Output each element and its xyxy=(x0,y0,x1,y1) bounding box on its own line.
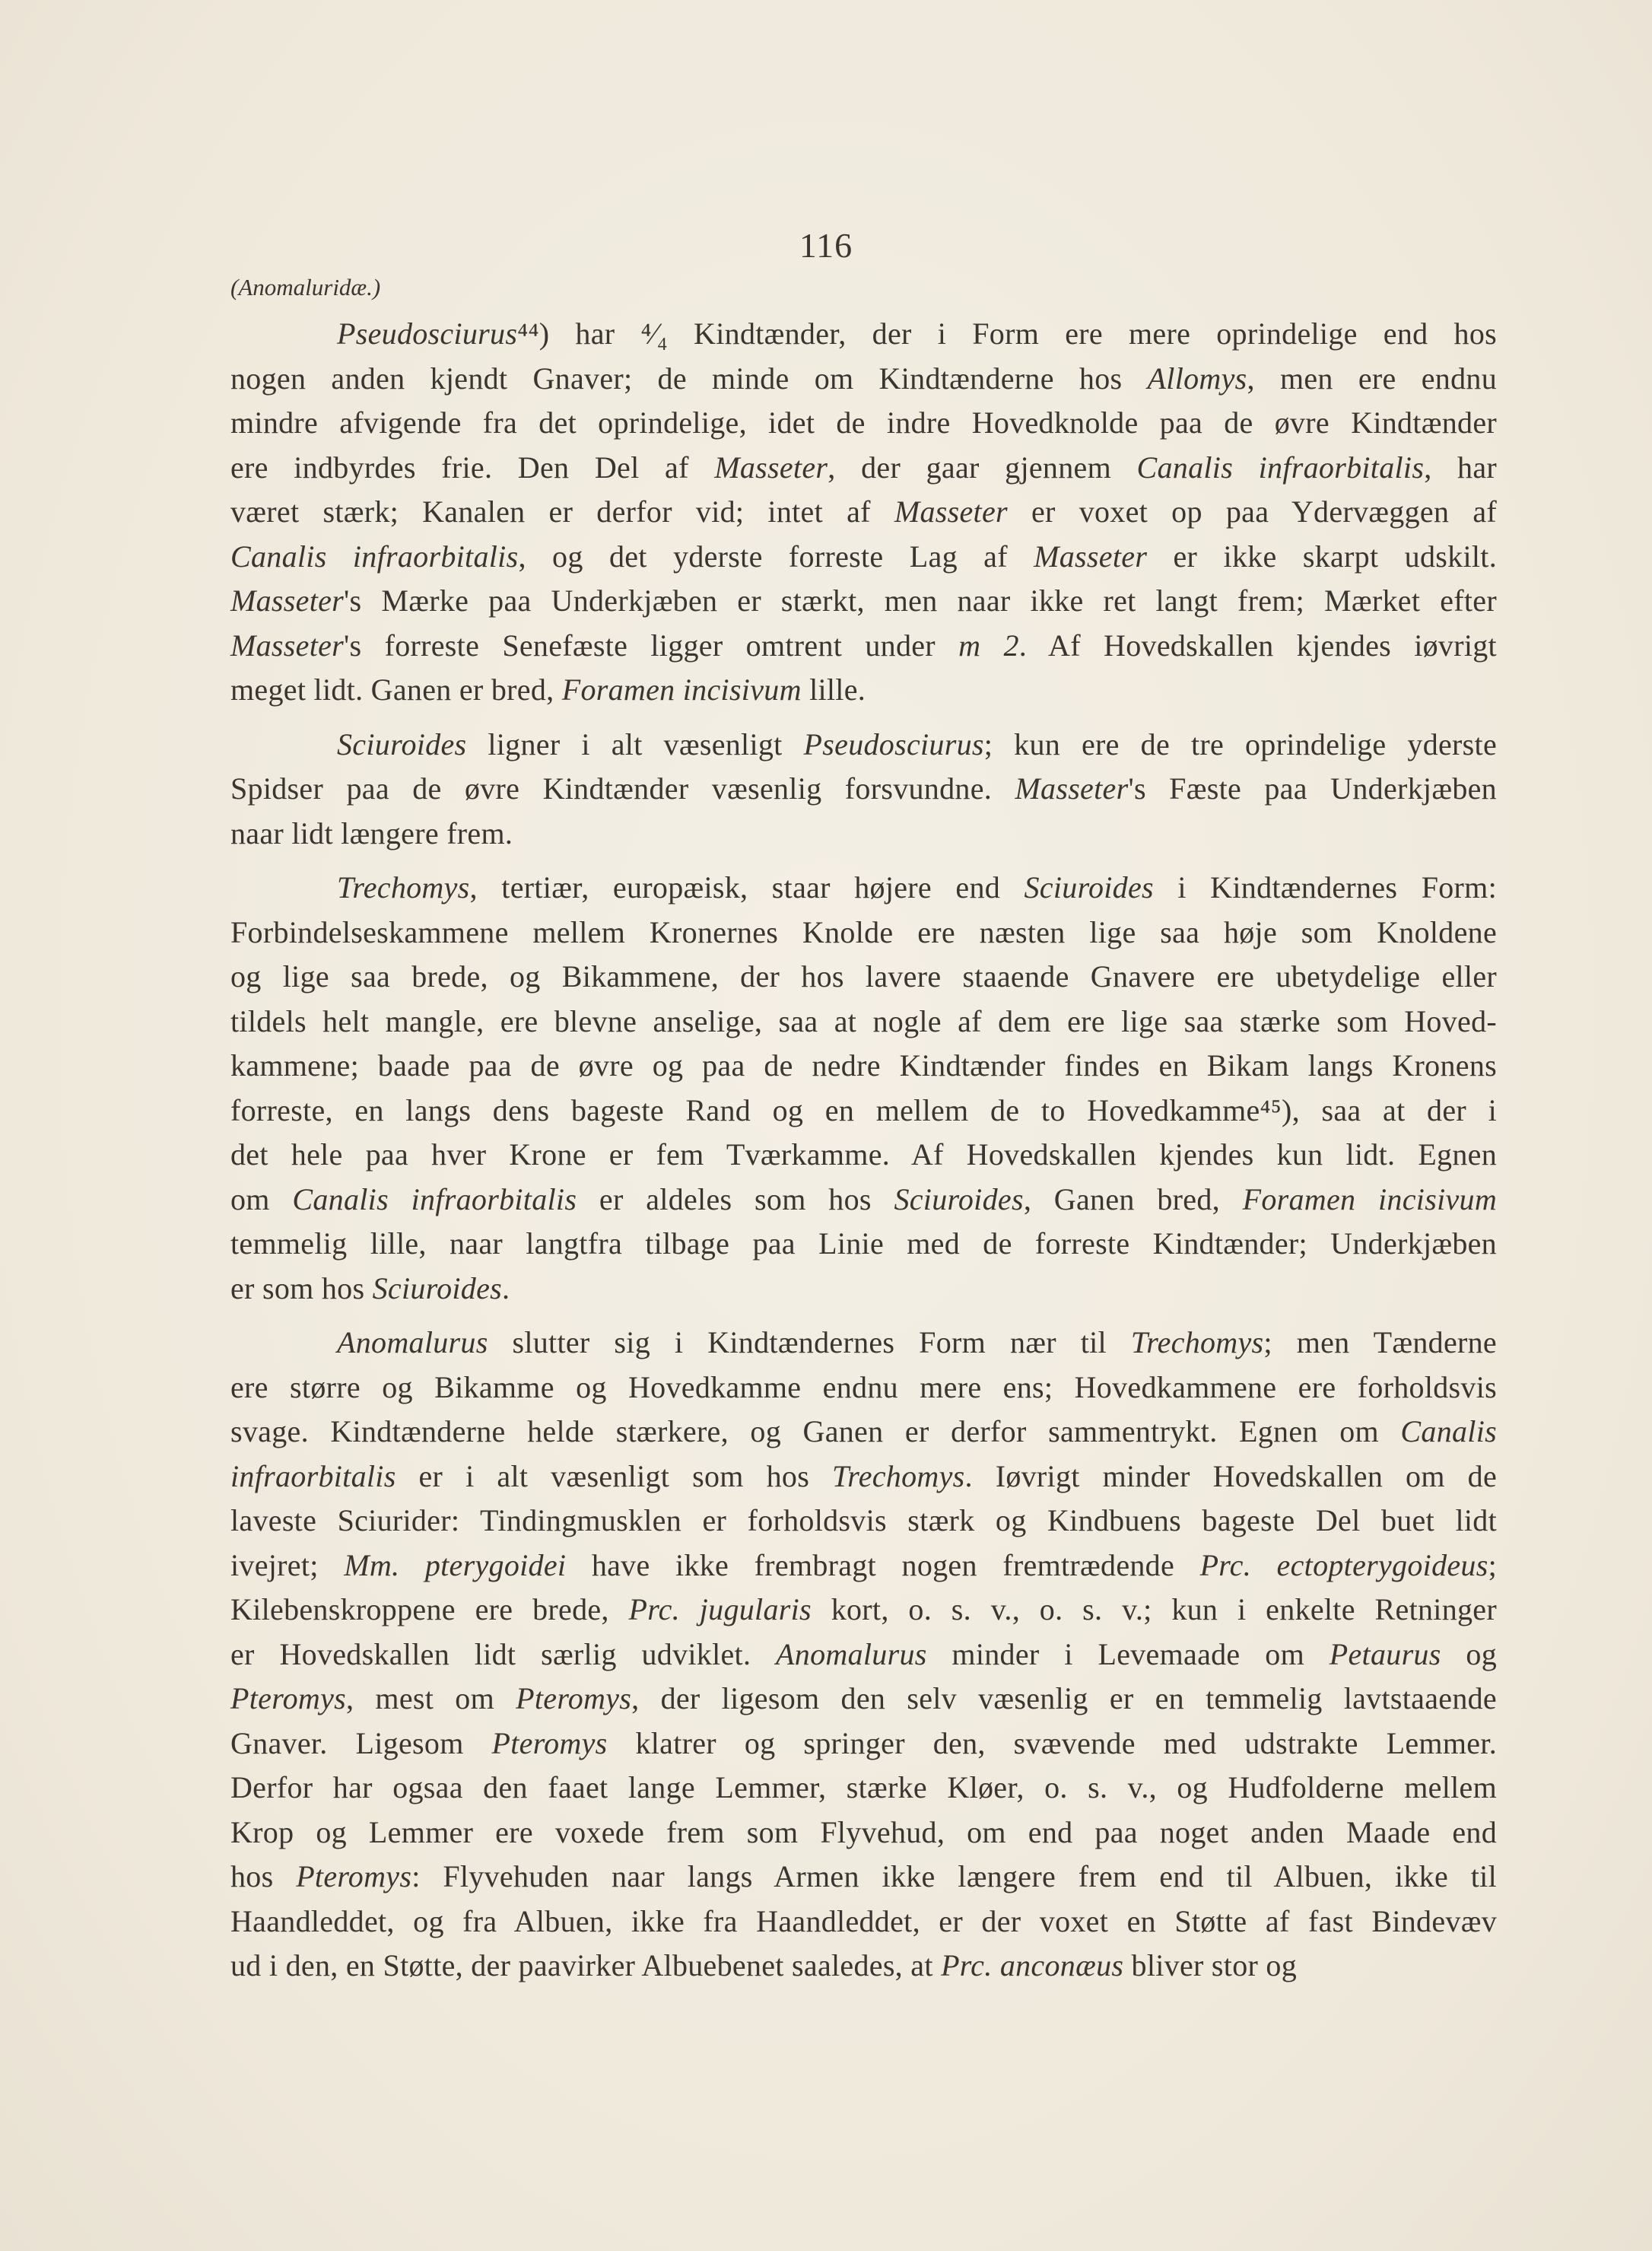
text-line: Haandleddet, og fra Albuen, ikke fra Haandleddet, er der voxet en Støtte af fast Bindevæv xyxy=(230,1903,1497,1938)
text-line: meget lidt. Ganen er bred, Foramen incisivum lille. xyxy=(230,672,866,707)
paragraph xyxy=(230,1321,1497,1989)
text-line: er som hos Sciuroides. xyxy=(230,1270,510,1305)
text-line: temmelig lille, naar langtfra tilbage paa Linie med de forreste Kindtænder; Underkjæben xyxy=(230,1226,1497,1261)
text-line: laveste Sciurider: Tindingmusklen er forholdsvis stærk og Kindbuens bageste Del buet lidt xyxy=(230,1503,1497,1537)
body-text xyxy=(230,312,1497,1998)
paragraph xyxy=(230,312,1497,713)
text-line: Masseter's Mærke paa Underkjæben er stærkt, men naar ikke ret langt frem; Mærket efter xyxy=(230,583,1497,618)
text-line: Anomalurus slutter sig i Kindtændernes Form nær til Trechomys; men Tænderne xyxy=(337,1325,1497,1359)
text-line: hos Pteromys: Flyvehuden naar langs Armen ikke længere frem end til Albuen, ikke til xyxy=(230,1859,1497,1893)
text-line: Pteromys, mest om Pteromys, der ligesom den selv væsenlig er en temmelig lavtstaaende xyxy=(230,1681,1497,1715)
text-line: ivejret; Mm. pterygoidei have ikke frembragt nogen fremtrædende Prc. ectopterygoideus; xyxy=(230,1547,1498,1582)
text-line: ere indbyrdes frie. Den Del af Masseter, der gaar gjennem Canalis infraorbitalis, har xyxy=(230,450,1498,485)
text-line: tildels helt mangle, ere blevne anselige, saa at nogle af dem ere lige saa stærke som Hoved- xyxy=(230,1003,1497,1038)
text-line: Krop og Lemmer ere voxede frem som Flyvehud, om end paa noget anden Maade end xyxy=(230,1814,1497,1849)
text-line: Kilebenskroppene ere brede, Prc. jugularis kort, o. s. v., o. s. v.; kun i enkelte Retninger xyxy=(230,1592,1497,1626)
text-line: forreste, en langs dens bageste Rand og en mellem de to Hovedkamme⁴⁵), saa at der i xyxy=(230,1092,1497,1127)
text-line: været stærk; Kanalen er derfor vid; intet af Masseter er voxet op paa Ydervæggen af xyxy=(230,494,1497,529)
text-line: nogen anden kjendt Gnaver; de minde om Kindtænderne hos Allomys, men ere endnu xyxy=(230,361,1498,396)
text-line: naar lidt længere frem. xyxy=(230,816,513,850)
text-line: Pseudosciurus⁴⁴) har ⁴⁄₄ Kindtænder, der i Form ere mere oprindelige end hos xyxy=(337,316,1497,351)
text-line: om Canalis infraorbitalis er aldeles som hos Sciuroides, Ganen bred, Foramen incisivum xyxy=(230,1181,1498,1216)
text-line: Trechomys, tertiær, europæisk, staar højere end Sciuroides i Kindtændernes Form: xyxy=(337,870,1497,905)
text-line: kammene; baade paa de øvre og paa de nedre Kindtænder findes en Bikam langs Kronens xyxy=(230,1048,1497,1083)
text-line: mindre afvigende fra det oprindelige, idet de indre Hovedknolde paa de øvre Kindtænder xyxy=(230,405,1497,440)
paragraph xyxy=(230,723,1497,857)
text-line: ud i den, en Støtte, der paavirker Albuebenet saaledes, at Prc. anconæus bliver stor og xyxy=(230,1948,1298,1982)
text-line: og lige saa brede, og Bikammene, der hos lavere staaende Gnavere ere ubetydelige eller xyxy=(230,959,1497,994)
text-line: Canalis infraorbitalis, og det yderste forreste Lag af Masseter er ikke skarpt udskilt. xyxy=(230,539,1497,574)
page-number: 116 xyxy=(799,226,853,265)
text-line: er Hovedskallen lidt særlig udviklet. Anomalurus minder i Levemaade om Petaurus og xyxy=(230,1636,1497,1671)
text-line: det hele paa hver Krone er fem Tværkamme. Af Hovedskallen kjendes kun lidt. Egnen xyxy=(230,1137,1497,1172)
text-line: Spidser paa de øvre Kindtænder væsenlig forsvundne. Masseter's Fæste paa Underkjæben xyxy=(230,771,1497,806)
text-line: Forbindelseskammene mellem Kronernes Knolde ere næsten lige saa høje som Knoldene xyxy=(230,914,1497,949)
section-label: (Anomaluridæ.) xyxy=(230,274,381,300)
text-line: Gnaver. Ligesom Pteromys klatrer og springer den, svævende med udstrakte Lemmer. xyxy=(230,1725,1497,1760)
text-line: Masseter's forreste Senefæste ligger omtrent under m 2. Af Hovedskallen kjendes iøvrigt xyxy=(230,628,1497,663)
paragraph xyxy=(230,866,1497,1311)
text-line: Sciuroides ligner i alt væsenligt Pseudosciurus; kun ere de tre oprindelige yderste xyxy=(337,726,1498,761)
text-line: ere større og Bikamme og Hovedkamme endnu mere ens; Hovedkammene ere forholdsvis xyxy=(230,1369,1497,1404)
text-line: svage. Kindtænderne helde stærkere, og Ganen er derfor sammentrykt. Egnen om Canalis xyxy=(230,1414,1497,1448)
text-line: Derfor har ogsaa den faaet lange Lemmer, stærke Kløer, o. s. v., og Hudfolderne mellem xyxy=(230,1770,1497,1804)
text-line: infraorbitalis er i alt væsenligt som hos Trechomys. Iøvrigt minder Hovedskallen om de xyxy=(230,1458,1497,1493)
